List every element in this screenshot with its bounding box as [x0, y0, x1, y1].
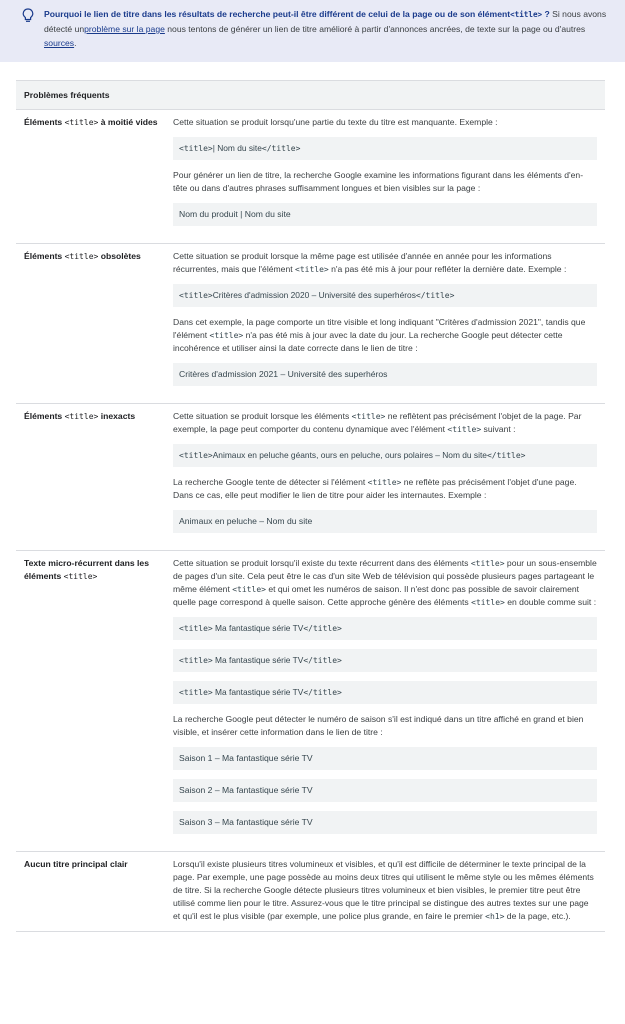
code-example: <title> Ma fantastique série TV</title> [173, 681, 597, 704]
table-header: Problèmes fréquents [16, 81, 605, 110]
row-paragraph: Cette situation se produit lorsque la même page est utilisée d'année en année pour les informations récurrentes, mais que l'élément <title> n'a pas été mis à jour pour refléter la dernière date. Exemple : [173, 251, 567, 274]
table-row-inaccurate [16, 404, 605, 551]
table-row-no-main-title [16, 852, 605, 932]
code-example: <title>| Nom du site</title> [173, 137, 597, 160]
info-callout [0, 0, 625, 62]
row-label: Éléments <title> à moitié vides [24, 117, 158, 127]
row-label: Éléments <title> inexacts [24, 411, 136, 421]
row-content [173, 410, 605, 542]
code-example: <title> Ma fantastique série TV</title> [173, 649, 597, 672]
row-paragraph: La recherche Google peut détecter le numéro de saison s'il est indiqué dans un titre affiché en grand et bien visible, et insérer cette information dans le lien de titre : [173, 714, 584, 737]
code-example: <title>Animaux en peluche géants, ours en peluche, ours polaires – Nom du site</title> [173, 444, 597, 467]
result-example: Saison 1 – Ma fantastique série TV [173, 747, 597, 770]
row-paragraph: Dans cet exemple, la page comporte un titre visible et long indiquant "Critères d'admission 2021", tandis que l'élément <title> n'a pas été mis à jour avec la date du jour. La recherche Google peut détecter cette incohérence et utiliser ainsi la date correcte dans le lien de titre : [173, 317, 586, 353]
row-paragraph: Cette situation se produit lorsque les éléments <title> ne reflètent pas précisément l'objet de la page. Par exemple, la page peut comporter du contenu dynamique avec l'élément <title> suivant : [173, 411, 582, 434]
row-paragraph: Cette situation se produit lorsqu'une partie du texte du titre est manquante. Exemple : [173, 117, 498, 127]
callout-text-2: nous tentons de générer un lien de titre amélioré à partir d'annonces ancrées, de texte sur la page ou d'autres [164, 24, 586, 34]
row-label: Texte micro-récurrent dans les éléments <title> [24, 558, 149, 581]
code-example: <title> Ma fantastique série TV</title> [173, 617, 597, 640]
result-example: Critères d'admission 2021 – Université des superhéros [173, 363, 597, 386]
lightbulb-icon [22, 8, 34, 24]
callout-question-end: ? [542, 9, 550, 19]
result-example: Saison 3 – Ma fantastique série TV [173, 811, 597, 834]
callout-text [44, 7, 615, 50]
row-paragraph: Lorsqu'il existe plusieurs titres volumineux et visibles, et qu'il est difficile de déterminer le texte principal de la page. Par exemple, une page possède au moins deux titres qui utilisent le même style ou les mêmes éléments de titre. Si la recherche Google détecte plusieurs titres volumineux et bien visibles, le premier titre peut être utilisé comme lien pour le titre. Assurez-vous que le titre principal se distingue des autres textes sur une page et qu'il est le plus visible (par exemple, une police plus grande, en faire le premier <h1> de la page, etc.). [173, 859, 594, 921]
row-paragraph: Cette situation se produit lorsqu'il existe du texte récurrent dans des éléments <title> pour un sous-ensemble de pages d'un site. Cela peut être le cas d'un site Web de télévision qui possède plusieurs pages partageant le même élément <title> et qui omet les numéros de saison. Il n'est donc pas possible de savoir clairement quelle page correspond à quelle saison. Cette approche génère des éléments <title> en double comme suit : [173, 558, 597, 607]
callout-question: Pourquoi le lien de titre dans les résultats de recherche peut-il être différent de celui de la page ou de son élément [44, 9, 511, 19]
table-row-obsolete [16, 244, 605, 404]
issues-table [16, 80, 605, 932]
result-example: Saison 2 – Ma fantastique série TV [173, 779, 597, 802]
table-row-half-empty [16, 110, 605, 244]
row-label: Éléments <title> obsolètes [24, 251, 141, 261]
result-example: Nom du produit | Nom du site [173, 203, 597, 226]
callout-text-3: . [74, 38, 77, 48]
callout-text-1: Si nous avons détecté un [44, 9, 607, 34]
row-label: Aucun titre principal clair [24, 859, 128, 869]
table-row-micro-recurring [16, 551, 605, 852]
code-example: <title>Critères d'admission 2020 – Université des superhéros</title> [173, 284, 597, 307]
row-content [173, 250, 605, 395]
callout-question-code: <title> [510, 10, 543, 19]
page-issue-link[interactable]: problème sur la page [84, 24, 165, 34]
row-paragraph: La recherche Google tente de détecter si l'élément <title> ne reflète pas précisément l'objet d'une page. Dans ce cas, elle peut modifier le lien de titre pour aider les internautes. Exemple : [173, 477, 577, 500]
row-content [173, 858, 605, 923]
result-example: Animaux en peluche – Nom du site [173, 510, 597, 533]
row-content [173, 116, 605, 235]
row-paragraph: Pour générer un lien de titre, la recherche Google examine les informations figurant dans les éléments d'en-tête ou dans d'autres phrases suffisamment longues et bien visibles sur la page : [173, 170, 584, 193]
sources-link[interactable]: sources [44, 38, 75, 48]
row-content [173, 557, 605, 843]
